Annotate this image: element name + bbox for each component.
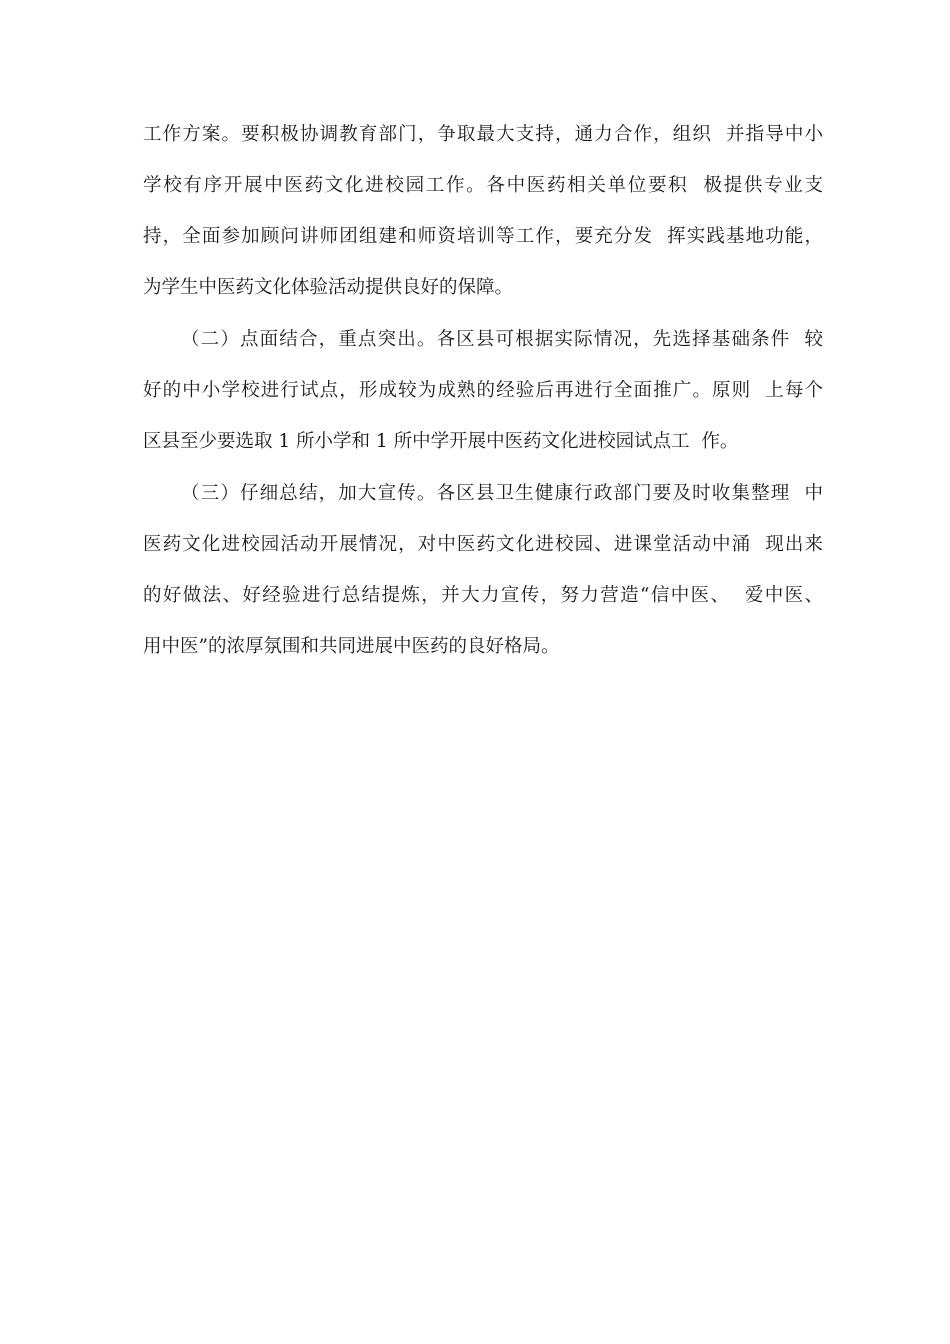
paragraph-2-line-1: （二）点面结合，重点突出。各区县可根据实际情况，先选择基础条件 较 bbox=[181, 329, 823, 350]
paragraph-1-line-4: 为学生中医药文化体验活动提供良好的保障。 bbox=[143, 277, 514, 298]
paragraph-3-line-3: 的好做法、好经验进行总结提炼，并大力宣传，努力营造“信中医、 爱中医、 bbox=[143, 585, 823, 606]
paragraph-3-line-1: （三）仔细总结，加大宣传。各区县卫生健康行政部门要及时收集整理 中 bbox=[181, 483, 823, 504]
paragraph-2-line-2: 好的中小学校进行试点，形成较为成熟的经验后再进行全面推广。原则 上每个 bbox=[143, 380, 823, 401]
paragraph-3-line-4: 用中医”的浓厚氛围和共同进展中医药的良好格局。 bbox=[143, 636, 560, 657]
paragraph-1-line-1: 工作方案。要积极协调教育部门，争取最大支持，通力合作，组织 并指导中小 bbox=[143, 124, 823, 145]
paragraph-1-line-3: 持，全面参加顾问讲师团组建和师资培训等工作，要充分发 挥实践基地功能， bbox=[143, 226, 823, 247]
paragraph-3-line-2: 医药文化进校园活动开展情况，对中医药文化进校园、进课堂活动中涌 现出来 bbox=[143, 534, 823, 555]
paragraph-2-line-3: 区县至少要选取 1 所小学和 1 所中学开展中医药文化进校园试点工 作。 bbox=[143, 431, 739, 452]
paragraph-1-line-2: 学校有序开展中医药文化进校园工作。各中医药相关单位要积 极提供专业支 bbox=[143, 175, 823, 196]
